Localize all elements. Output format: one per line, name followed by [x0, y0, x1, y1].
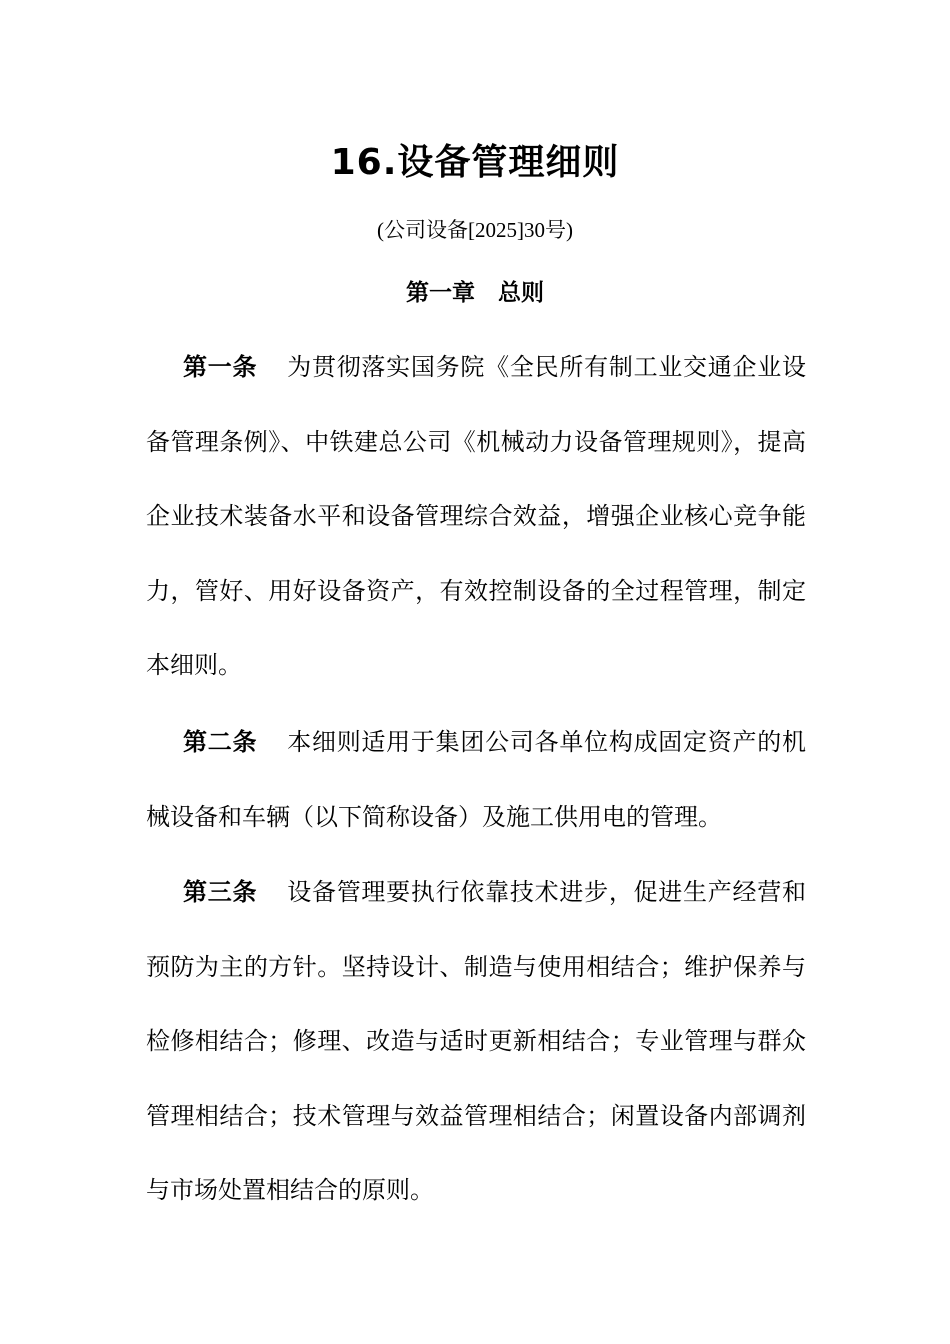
- article-paragraph: [146, 705, 806, 854]
- article-paragraph: [146, 855, 806, 1228]
- document-number: (公司设备[2025]30号): [377, 218, 573, 242]
- article-label: 第一条: [183, 353, 258, 381]
- article-text: 为贯彻落实国务院《全民所有制工业交通企业设备管理条例》、中铁建总公司《机械动力设备管理规则》，提高企业技术装备水平和设备管理综合效益，增强企业核心竞争能力，管好、用好设备资产，有效控制设备的全过程管理，制定本细则。: [146, 353, 806, 679]
- article-text: 本细则适用于集团公司各单位构成固定资产的机械设备和车辆（以下简称设备）及施工供用电的管理。: [146, 728, 806, 831]
- article-paragraph: [146, 330, 806, 703]
- chapter-heading: 第一章 总则: [406, 280, 544, 306]
- article-label: 第三条: [183, 878, 258, 906]
- document-title: 16.设备管理细则: [330, 142, 620, 183]
- article-label: 第二条: [183, 728, 258, 756]
- article-text: 设备管理要执行依靠技术进步，促进生产经营和预防为主的方针。坚持设计、制造与使用相结合；维护保养与检修相结合；修理、改造与适时更新相结合；专业管理与群众管理相结合；技术管理与效益管理相结合；闲置设备内部调剂与市场处置相结合的原则。: [146, 878, 806, 1204]
